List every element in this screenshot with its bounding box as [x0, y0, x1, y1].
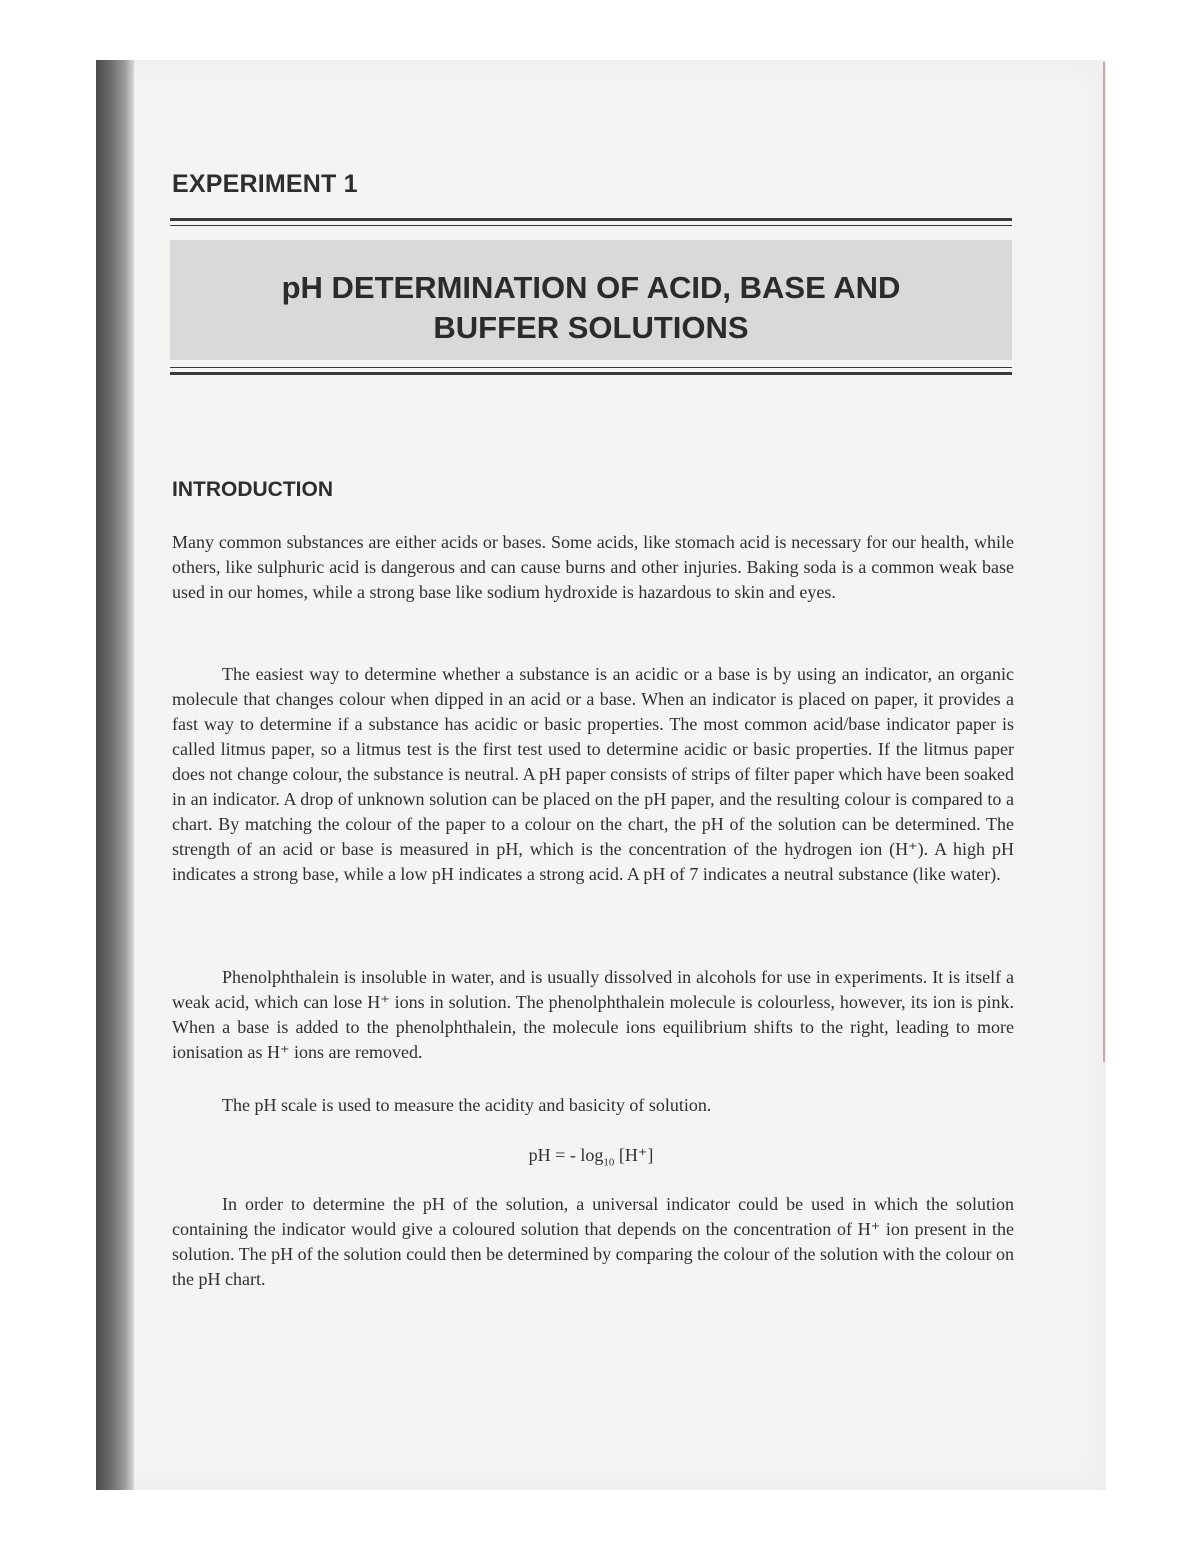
intro-paragraph-5: In order to determine the pH of the solution, a universal indicator could be used in which the solution containing the indicator would give a coloured solution that depends on the concentration of H⁺ ion present in the solution. The pH of the solution could then be determined by comparing the colour of the solution with the colour on the pH chart.: [172, 1194, 1015, 1289]
section-heading-introduction: INTRODUCTION: [172, 478, 333, 501]
page-title-line2: BUFFER SOLUTIONS: [433, 310, 749, 345]
page-right-edge: [1103, 62, 1105, 1062]
ph-formula: [170, 1145, 1012, 1169]
intro-paragraph-2: The easiest way to determine whether a substance is an acidic or a base is by using an indicator, an organic molecule that changes colour when dipped in an acid or a base. When an indicator is placed on paper, it provides a fast way to determine if a substance has acidic or basic properties. The most common acid/base indicator paper is called litmus paper, so a litmus test is the first test used to determine acidic or basic properties. If the litmus paper does not change colour, the substance is neutral. A pH paper consists of strips of filter paper which have been soaked in an indicator. A drop of unknown solution can be placed on the pH paper, and the resulting colour is compared to a chart. By matching the colour of the paper to a colour on the chart, the pH of the solution can be determined. The strength of an acid or base is measured in pH, which is the concentration of the hydrogen ion (H⁺). A high pH indicates a strong base, while a low pH indicates a strong acid. A pH of 7 indicates a neutral substance (like water).: [172, 664, 1014, 884]
page-binding-edge: [96, 60, 134, 1490]
experiment-label: EXPERIMENT 1: [172, 170, 358, 198]
page-title-line1: pH DETERMINATION OF ACID, BASE AND: [281, 270, 901, 305]
title-rule-bottom: [170, 372, 1012, 375]
formula-right: [H⁺]: [614, 1145, 654, 1165]
formula-left: pH = - log: [528, 1145, 604, 1165]
intro-paragraph-3: Phenolphthalein is insoluble in water, and is usually dissolved in alcohols for use in experiments. It is itself a weak acid, which can lose H⁺ ions in solution. The phenolphthalein molecule is colourless, however, its ion is pink. When a base is added to the phenolphthalein, the molecule ions equilibrium shifts to the right, leading to more ionisation as H⁺ ions are removed.: [172, 967, 1014, 1062]
intro-paragraph-1: Many common substances are either acids or bases. Some acids, like stomach acid is necessary for our health, while others, like sulphuric acid is dangerous and can cause burns and other injuries. Baking soda is a common weak base used in our homes, while a strong base like sodium hydroxide is hazardous to skin and eyes.: [172, 532, 1014, 602]
title-rule-top: [170, 218, 1012, 221]
page-title: [170, 268, 1012, 348]
intro-paragraph-4: The pH scale is used to measure the acidity and basicity of solution.: [222, 1095, 712, 1115]
title-rule-bottom-thin: [170, 367, 1012, 368]
title-rule-top-thin: [170, 225, 1012, 226]
formula-subscript: 10: [603, 1156, 615, 1169]
